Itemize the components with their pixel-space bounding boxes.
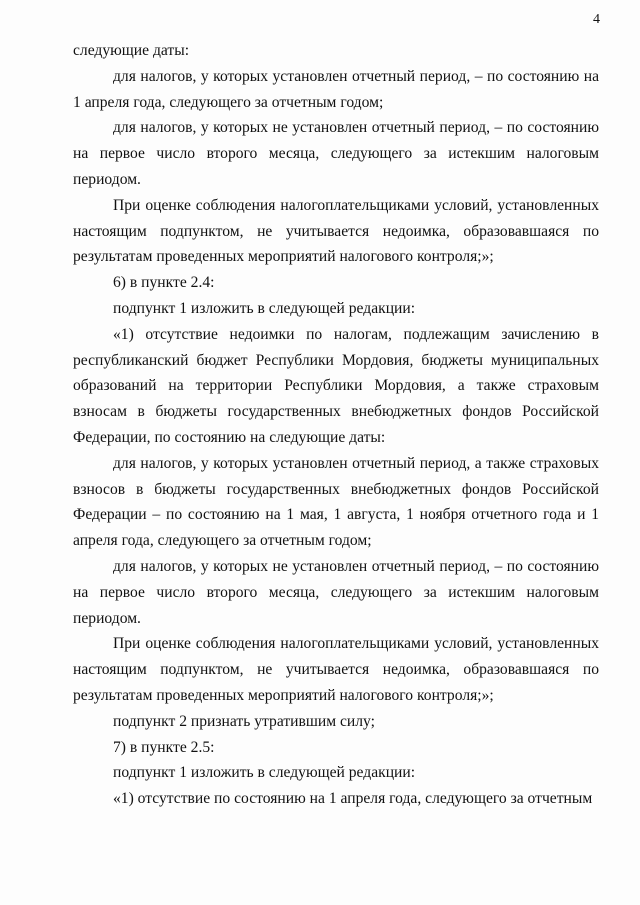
paragraph: для налогов, у которых не установлен отчетный период, – по состоянию на первое число второго месяца, следующего за истекшим налоговым периодом. [73, 557, 599, 627]
paragraph: «1) отсутствие недоимки по налогам, подлежащим зачислению в республиканский бюджет Республики Мордовия, бюджеты муниципальных образований на территории Республики Мордовия, а также страховым взносам в бюджеты государственных внебюджетных фондов Российской Федерации, по состоянию на следующие даты: [73, 325, 599, 446]
paragraph: для налогов, у которых не установлен отчетный период, – по состоянию на первое число второго месяца, следующего за истекшим налоговым периодом. [73, 119, 599, 188]
document-body [73, 38, 599, 812]
paragraph: «1) отсутствие по состоянию на 1 апреля года, следующего за отчетным [113, 790, 593, 808]
paragraph: для налогов, у которых установлен отчетный период, а также страховых взносов в бюджеты государственных внебюджетных фондов Российской Федерации – по состоянию на 1 мая, 1 августа, 1 ноября отчетного года и 1 апреля года, следующего за отчетным годом; [73, 454, 599, 550]
paragraph: следующие даты: [73, 42, 190, 59]
paragraph: для налогов, у которых установлен отчетный период, – по состоянию на 1 апреля года, следующего за отчетным годом; [73, 67, 599, 111]
paragraph: 7) в пункте 2.5: [113, 738, 215, 756]
paragraph: подпункт 2 признать утратившим силу; [113, 712, 375, 730]
paragraph: подпункт 1 изложить в следующей редакции: [113, 764, 416, 782]
paragraph: При оценке соблюдения налогоплательщиками условий, установленных настоящим подпунктом, не учитывается недоимка, образовавшаяся по результатам проведенных мероприятий налогового контроля;»; [73, 635, 599, 704]
paragraph: 6) в пункте 2.4: [113, 274, 215, 292]
paragraph: подпункт 1 изложить в следующей редакции: [113, 299, 416, 317]
page-number: 4 [593, 12, 600, 27]
paragraph: При оценке соблюдения налогоплательщиками условий, установленных настоящим подпунктом, не учитывается недоимка, образовавшаяся по результатам проведенных мероприятий налогового контроля;»; [73, 196, 599, 266]
